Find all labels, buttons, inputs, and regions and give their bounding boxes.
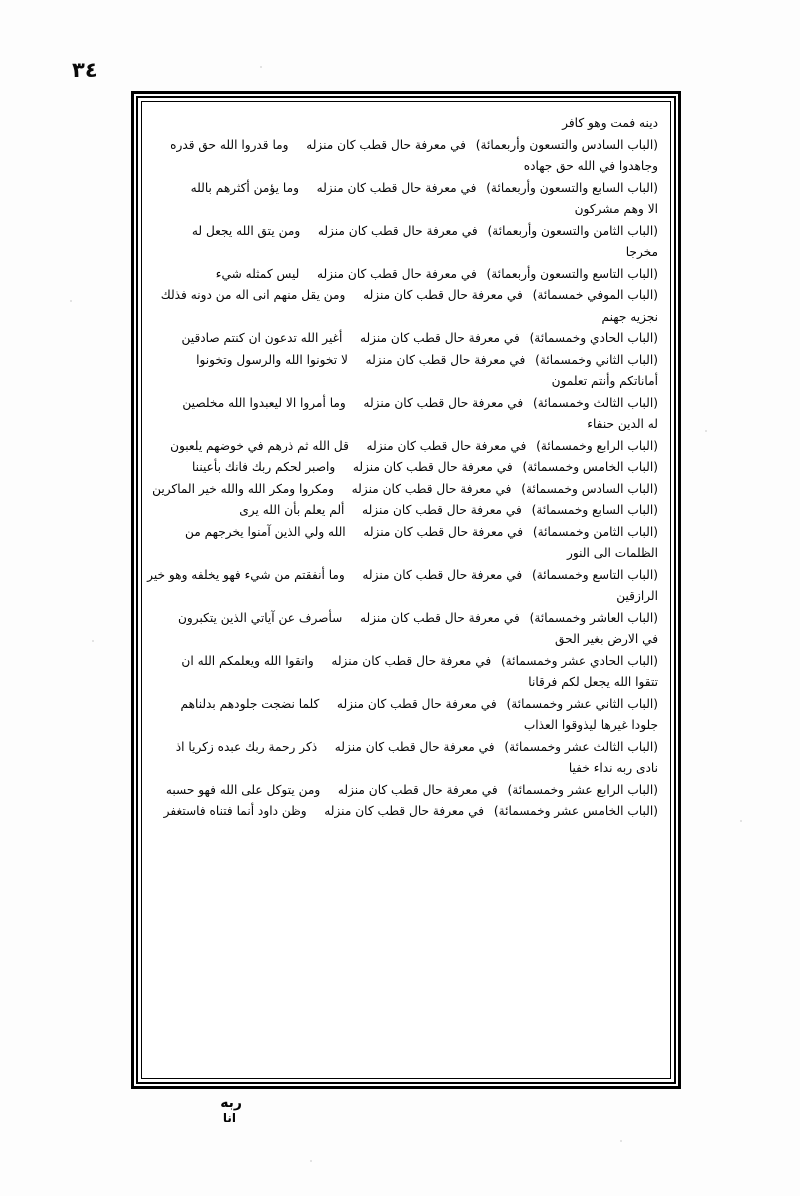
chapter-heading: (الباب السادس وخمسمائة) <box>521 480 658 496</box>
chapter-subject: في معرفة حال قطب كان منزله <box>362 502 522 517</box>
scan-artifact <box>310 1160 312 1162</box>
chapter-verse: واصبر لحكم ربك فانك بأعيننا <box>191 459 336 474</box>
chapter-subject: في معرفة حال قطب كان منزله <box>365 351 526 367</box>
chapter-entry <box>154 779 658 801</box>
chapter-heading: (الباب الثاني وخمسمائة) <box>535 351 658 367</box>
chapter-verse-continuation: وجاهدوا في الله حق جهاده <box>523 158 658 173</box>
chapter-entry <box>154 177 658 220</box>
chapter-entry-line <box>164 392 658 414</box>
chapter-verse-continuation: نادى ربه نداء خفيا <box>568 760 658 775</box>
chapter-verse: وما أمروا الا ليعبدوا الله مخلصين <box>182 394 346 410</box>
chapter-entry <box>154 736 658 779</box>
chapter-heading: (الباب الموفي خمسمائة) <box>532 287 658 302</box>
chapter-entry-line <box>164 650 658 672</box>
chapter-verse: كلما نضجت جلودهم بدلناهم <box>180 695 320 711</box>
chapter-entry-list <box>147 134 658 822</box>
chapter-entry-line <box>164 349 658 371</box>
chapter-entry-line <box>164 220 658 242</box>
scan-artifact <box>260 66 262 68</box>
chapter-verse: أغير الله تدعون ان كنتم صادقين <box>181 330 343 345</box>
chapter-heading: (الباب الحادي عشر وخمسمائة) <box>500 652 658 668</box>
chapter-verse: ومن يتوكل على الله فهو حسبه <box>165 781 321 797</box>
chapter-heading: (الباب الثاني عشر وخمسمائة) <box>506 695 658 711</box>
chapter-heading: (الباب الحادي وخمسمائة) <box>529 330 658 345</box>
chapter-subject: في معرفة حال قطب كان منزله <box>334 738 495 754</box>
chapter-subject: في معرفة حال قطب كان منزله <box>317 222 478 238</box>
chapter-subject: في معرفة حال قطب كان منزله <box>363 394 524 410</box>
chapter-entry <box>154 284 658 327</box>
scan-artifact <box>705 430 707 432</box>
chapter-subject: في معرفة حال قطب كان منزله <box>316 179 477 195</box>
chapter-verse: سأصرف عن آياتي الذين يتكبرون <box>178 609 343 625</box>
chapter-verse: ومن يتق الله يجعل له <box>191 222 301 238</box>
chapter-verse: واتقوا الله ويعلمكم الله ان <box>181 652 314 668</box>
chapter-entry <box>154 607 658 650</box>
chapter-heading: (الباب الثالث عشر وخمسمائة) <box>504 738 658 754</box>
chapter-subject: في معرفة حال قطب كان منزله <box>363 523 524 539</box>
chapter-entry-line <box>164 607 658 629</box>
chapter-entry-line <box>164 800 658 822</box>
chapter-entry <box>154 349 658 392</box>
manuscript-text-body <box>142 102 670 1078</box>
chapter-entry-line <box>164 456 658 478</box>
chapter-entry-line <box>164 693 658 715</box>
chapter-verse-continuation: له الدين حنفاء <box>587 416 658 431</box>
chapter-entry <box>154 456 658 478</box>
chapter-entry-line <box>164 134 658 156</box>
chapter-verse-continuation: أماناتكم وأنتم تعلمون <box>551 373 658 388</box>
chapter-subject: في معرفة حال قطب كان منزله <box>359 609 520 625</box>
catchword <box>152 1096 242 1126</box>
chapter-entry-line <box>152 478 658 500</box>
catchword-primary: ربه <box>220 1095 242 1111</box>
chapter-subject: في معرفة حال قطب كان منزله <box>337 781 498 797</box>
chapter-heading: (الباب الخامس عشر وخمسمائة) <box>493 803 658 818</box>
chapter-subject: في معرفة حال قطب كان منزله <box>331 652 492 668</box>
chapter-entry <box>154 327 658 349</box>
scan-artifact <box>92 640 94 642</box>
chapter-verse-continuation: تتقوا الله يجعل لكم فرقانا <box>528 674 658 689</box>
chapter-heading: (الباب الرابع عشر وخمسمائة) <box>507 781 658 797</box>
chapter-entry-line <box>164 263 658 285</box>
scan-artifact <box>740 820 742 822</box>
chapter-subject: في معرفة حال قطب كان منزله <box>362 566 523 582</box>
chapter-entry <box>154 693 658 736</box>
chapter-entry <box>147 564 658 607</box>
continuation-line: دينه فمت وهو كافر <box>562 115 658 130</box>
chapter-verse: الله ولي الذين آمنوا يخرجهم من <box>184 523 346 539</box>
text-block-frame <box>136 96 676 1084</box>
chapter-subject: في معرفة حال قطب كان منزله <box>359 330 520 345</box>
chapter-entry <box>154 134 658 177</box>
chapter-subject: في معرفة حال قطب كان منزله <box>316 265 477 281</box>
chapter-subject: في معرفة حال قطب كان منزله <box>324 803 485 818</box>
chapter-heading: (الباب الثالث وخمسمائة) <box>533 394 658 410</box>
chapter-entry-line <box>147 564 658 586</box>
chapter-verse-continuation: مخرجا <box>625 244 658 259</box>
chapter-verse: وظن داود أنما فتناه فاستغفر <box>163 803 307 818</box>
chapter-subject: في معرفة حال قطب كان منزله <box>363 287 523 302</box>
chapter-verse-continuation: الرازقين <box>616 588 658 603</box>
chapter-subject: في معرفة حال قطب كان منزله <box>366 437 527 453</box>
chapter-entry <box>154 650 658 693</box>
chapter-subject: في معرفة حال قطب كان منزله <box>352 459 513 474</box>
folio-page-number-value: ٣٤ <box>72 58 98 82</box>
chapter-entry-line <box>164 736 658 758</box>
chapter-entry-line <box>164 177 658 199</box>
chapter-verse-continuation: الا وهم مشركون <box>574 201 658 216</box>
chapter-entry <box>154 263 658 285</box>
chapter-verse: وما يؤمن أكثرهم بالله <box>190 179 299 195</box>
chapter-entry <box>154 392 658 435</box>
chapter-entry-line <box>164 435 658 457</box>
text-block-frame-inner-rule <box>141 101 671 1079</box>
chapter-heading: (الباب الخامس وخمسمائة) <box>522 459 658 474</box>
scan-artifact <box>620 1140 622 1142</box>
chapter-entry-line <box>160 284 658 306</box>
chapter-entry <box>154 478 658 500</box>
chapter-entry <box>154 800 658 822</box>
chapter-heading: (الباب الثامن والتسعون وأربعمائة) <box>487 222 658 238</box>
chapter-heading: (الباب السابع والتسعون وأربعمائة) <box>486 179 658 195</box>
chapter-heading: (الباب العاشر وخمسمائة) <box>529 609 658 625</box>
chapter-verse: ليس كمثله شيء <box>215 265 300 281</box>
chapter-heading: (الباب السابع وخمسمائة) <box>531 502 658 517</box>
chapter-entry-line <box>164 521 658 543</box>
chapter-entry <box>154 521 658 564</box>
catchword-secondary: انا <box>222 1111 236 1125</box>
chapter-verse: وما أنفقتم من شيء فهو يخلفه وهو خير <box>147 566 345 582</box>
chapter-entry-line <box>164 499 658 521</box>
chapter-verse-continuation: جلودا غيرها ليذوقوا العذاب <box>523 717 658 732</box>
chapter-heading: (الباب السادس والتسعون وأربعمائة) <box>475 136 658 152</box>
chapter-heading: (الباب التاسع والتسعون وأربعمائة) <box>486 265 658 281</box>
chapter-heading: (الباب الرابع وخمسمائة) <box>536 437 658 453</box>
scan-artifact <box>70 300 72 302</box>
chapter-verse: لا تخونوا الله والرسول وتخونوا <box>196 351 348 367</box>
chapter-verse-continuation: في الارض بغير الحق <box>555 631 658 646</box>
chapter-subject: في معرفة حال قطب كان منزله <box>351 480 512 496</box>
chapter-entry <box>154 220 658 263</box>
chapter-entry <box>154 499 658 521</box>
chapter-verse: ألم يعلم بأن الله يرى <box>239 502 345 517</box>
chapter-entry-line <box>164 779 658 801</box>
chapter-verse: وما قدروا الله حق قدره <box>170 136 289 152</box>
chapter-verse-continuation: الظلمات الى النور <box>566 545 658 560</box>
chapter-verse: ومن يقل منهم انى اله من دونه فذلك <box>160 287 346 302</box>
folio-page-number <box>0 58 672 82</box>
chapter-subject: في معرفة حال قطب كان منزله <box>336 695 497 711</box>
chapter-entry-line <box>164 327 658 349</box>
chapter-subject: في معرفة حال قطب كان منزله <box>306 136 466 152</box>
chapter-heading: (الباب الثامن وخمسمائة) <box>532 523 658 539</box>
chapter-verse-continuation: نجزيه جهنم <box>601 308 658 324</box>
chapter-entry <box>154 435 658 457</box>
chapter-heading: (الباب التاسع وخمسمائة) <box>532 566 658 582</box>
chapter-verse: ومكروا ومكر الله والله خير الماكرين <box>152 480 335 496</box>
chapter-verse: ذكر رحمة ربك عبده زكريا اذ <box>175 738 318 754</box>
continuation-entry <box>154 112 658 134</box>
chapter-verse: قل الله ثم ذرهم في خوضهم يلعبون <box>170 437 349 453</box>
